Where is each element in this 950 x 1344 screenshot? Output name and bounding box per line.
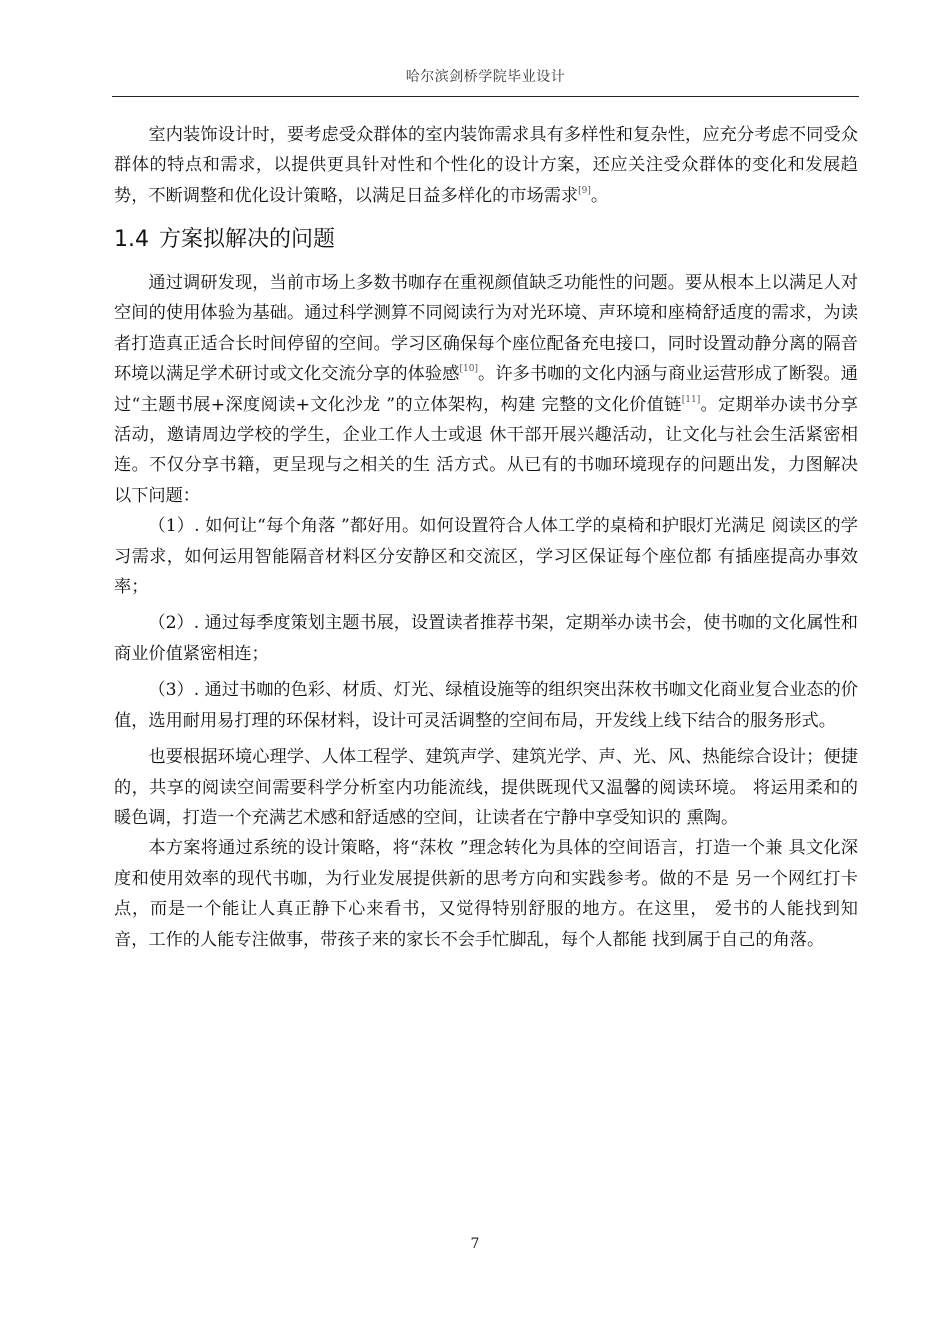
citation-9: [9] [578, 185, 591, 196]
list-item-1: （1）. 如何让“每个角落 ”都好用。如何设置符合人体工学的桌椅和护眼灯光满足 阅读区的学习需求，如何运用智能隔音材料区分安静区和交流区，学习区保证每个座位都 有插座提高办事效率； [114, 516, 858, 598]
body-block [114, 268, 858, 955]
paragraph-2-part-2: 。许多书咖的文化内涵与商业运营形成了断裂。通过“主题书展+深度阅读+文化沙龙 ”的立体架构，构建 完整的文化价值链 [114, 364, 858, 415]
header-rule [112, 96, 859, 97]
intro-block [114, 120, 858, 211]
list-item-2: （2）. 通过每季度策划主题书展，设置读者推荐书架，定期举办读书会，使书咖的文化属性和商业价值紧密相连； [114, 613, 858, 664]
paragraph-4: 本方案将通过系统的设计策略，将“莯枚 ”理念转化为具体的空间语言，打造一个兼 具文化深度和使用效率的现代书咖，为行业发展提供新的思考方向和实践参考。做的不是 另一个网红打卡点，而是一个能让人真正静下心来看书，又觉得特别舒服的地方。在这里， 爱书的人能找到知音，工作的人能专注做事，带孩子来的家长不会手忙脚乱，每个人都能 找到属于自己的角落。 [114, 838, 858, 950]
citation-11: [11] [681, 394, 701, 405]
section-number: 1.4 [114, 227, 149, 252]
paragraph-1 [114, 120, 858, 211]
paragraph-2 [114, 268, 858, 511]
page-number: 7 [470, 1236, 480, 1252]
paragraph-3: 也要根据环境心理学、人体工程学、建筑声学、建筑光学、声、光、风、热能综合设计；便捷的，共享的阅读空间需要科学分析室内功能流线，提供既现代又温馨的阅读环境。 将运用柔和的暖色调，打造一个充满艺术感和舒适感的空间，让读者在宁静中享受知识的 熏陶。 [114, 747, 858, 828]
paragraph-1-tail: 。 [590, 185, 609, 206]
paragraph-2-part-3: 。定期举办读书分享活动，邀请周边学校的学生，企业工作人士或退 休干部开展兴趣活动，让文化与社会生活紧密相连。不仅分享书籍，更呈现与之相关的生 活方式。从已有的书咖环境现存的问题出发，力图解决以下问题： [114, 394, 858, 506]
citation-10: [10] [459, 364, 478, 375]
paragraph-2-part-1: 通过调研发现，当前市场上多数书咖存在重视颜值缺乏功能性的问题。要从根本上以满足人对空间的使用体验为基础。通过科学测算不同阅读行为对光环境、声环境和座椅舒适度的需求，为读者打造真正适合长时间停留的空间。学习区确保每个座位配备充电接口，同时设置动静分离的隔音环境以满足学术研讨或文化交流分享的体验感 [114, 273, 858, 385]
section-heading [114, 224, 335, 256]
list-item-3: （3）. 通过书咖的色彩、材质、灯光、绿植设施等的组织突出莯枚书咖文化商业复合业态的价值，选用耐用易打理的环保材料，设计可灵活调整的空间布局，开发线上线下结合的服务形式。 [114, 680, 858, 731]
section-title: 方案拟解决的问题 [159, 227, 336, 252]
paragraph-1-text: 室内装饰设计时，要考虑受众群体的室内装饰需求具有多样性和复杂性，应充分考虑不同受众群体的特点和需求，以提供更具针对性和个性化的设计方案，还应关注受众群体的变化和发展趋势，不断调整和优化设计策略，以满足日益多样化的市场需求 [114, 125, 858, 206]
page-header: 哈尔滨剑桥学院毕业设计 [405, 69, 566, 85]
